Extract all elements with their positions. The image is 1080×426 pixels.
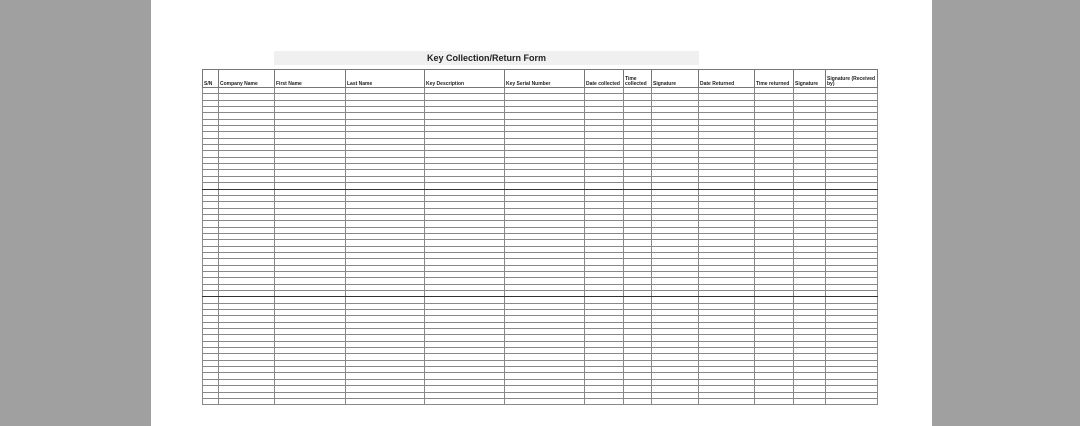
key-log-table [202, 69, 878, 405]
form-title: Key Collection/Return Form [274, 51, 699, 65]
table-cell[interactable] [219, 398, 275, 404]
table-cell[interactable] [203, 398, 219, 404]
table-cell[interactable] [826, 398, 878, 404]
col-header-key-description: Key Description [425, 70, 505, 88]
table-header-row [203, 70, 878, 88]
table-cell[interactable] [425, 398, 505, 404]
col-header-date-returned: Date Returned [699, 70, 755, 88]
col-header-signature: Signature [652, 70, 699, 88]
table-body [203, 88, 878, 405]
document-page [151, 0, 932, 426]
table-cell[interactable] [585, 398, 624, 404]
table-cell[interactable] [794, 398, 826, 404]
table-cell[interactable] [275, 398, 346, 404]
col-header-key-serial-number: Key Serial Number [505, 70, 585, 88]
col-header-date-collected: Date collected [585, 70, 624, 88]
col-header-signature-received-by: Signature (Received by) [826, 70, 878, 88]
table-cell[interactable] [624, 398, 652, 404]
table-row [203, 398, 878, 404]
col-header-time-returned: Time returned [755, 70, 794, 88]
table-cell[interactable] [755, 398, 794, 404]
col-header-signature-returned: Signature [794, 70, 826, 88]
table-cell[interactable] [346, 398, 425, 404]
col-header-first-name: First Name [275, 70, 346, 88]
table-cell[interactable] [652, 398, 699, 404]
col-header-time-collected: Time collected [624, 70, 652, 88]
col-header-company-name: Company Name [219, 70, 275, 88]
table-cell[interactable] [505, 398, 585, 404]
col-header-last-name: Last Name [346, 70, 425, 88]
col-header-sn: S/N [203, 70, 219, 88]
table-cell[interactable] [699, 398, 755, 404]
